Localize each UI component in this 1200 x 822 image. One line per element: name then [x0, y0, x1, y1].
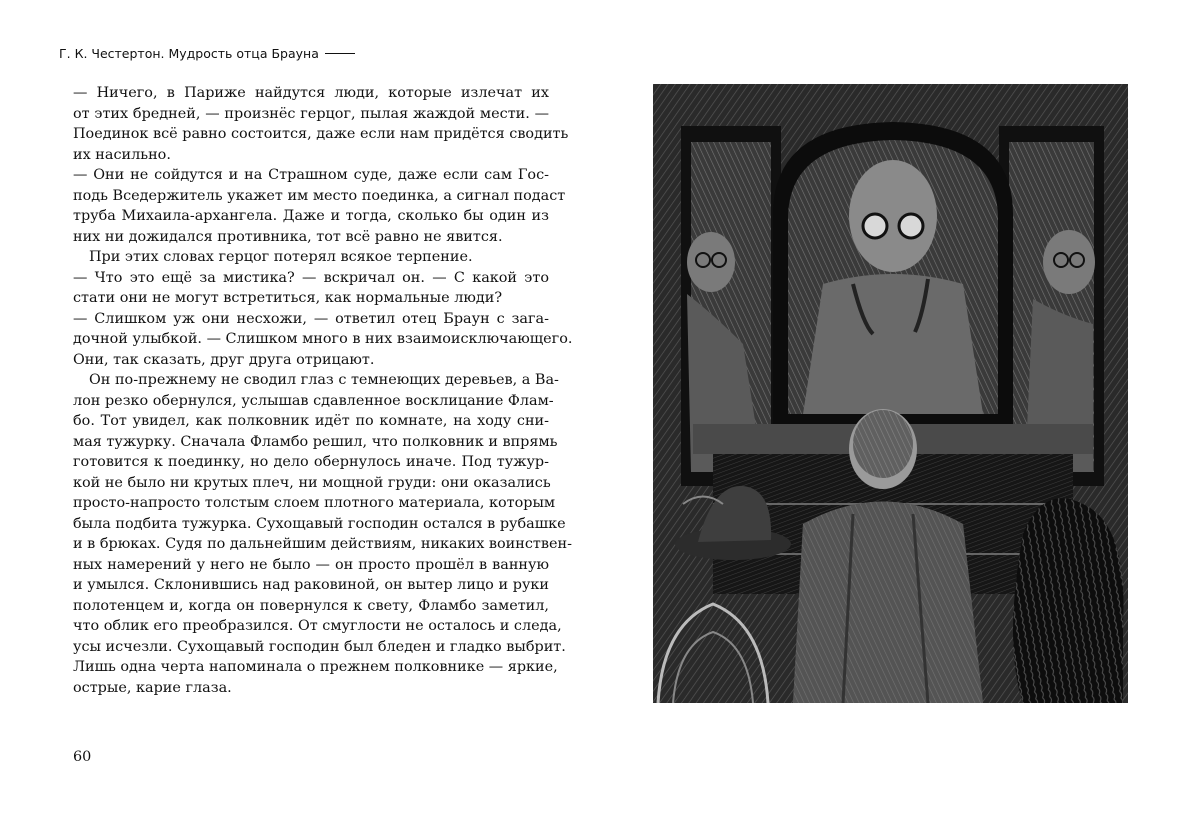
curly-haired-figure: [1013, 498, 1124, 703]
body-text: [73, 83, 573, 698]
pencil-illustration: [653, 84, 1128, 703]
text-line: При этих словах герцог потерял всякое терпение.: [89, 249, 473, 265]
page-number: 60: [73, 749, 92, 765]
text-line: подь Вседержитель укажет им место поединка, а сигнал подаст: [73, 187, 566, 204]
text-line: их насильно.: [73, 146, 171, 163]
text-line: Он по-прежнему не сводил глаз с темнеющих деревьев, а Ва-: [89, 372, 559, 388]
running-title: Г. К. Честертон. Мудрость отца Брауна: [59, 46, 319, 61]
text-line: труба Михаила-архангела. Даже и тогда, сколько бы один из: [73, 208, 549, 224]
text-line: — Ничего, в Париже найдутся люди, которые излечат их: [73, 85, 549, 101]
text-line: кой не было ни крутых плеч, ни мощной груди: они оказались: [73, 474, 551, 491]
text-line: Они, так сказать, друг друга отрицают.: [73, 351, 375, 368]
text-line: просто-напросто толстым слоем плотного материала, которым: [73, 495, 556, 511]
header-rule: [325, 53, 355, 54]
running-header: [59, 46, 355, 61]
text-line: Поединок всё равно состоится, даже если нам придётся сводить: [73, 126, 569, 142]
text-line: — Они не сойдутся и на Страшном суде, даже если сам Гос-: [73, 167, 549, 183]
text-line: острые, карие глаза.: [73, 679, 232, 696]
text-line: них ни дожидался противника, тот всё равно не явится.: [73, 228, 503, 245]
text-line: готовится к поединку, но дело обернулось иначе. Под тужур-: [73, 454, 549, 470]
text-line: ных намерений у него не было — он просто прошёл в ванную: [73, 556, 549, 573]
text-line: мая тужурку. Сначала Фламбо решил, что полковник и впрямь: [73, 433, 558, 450]
text-line: и умылся. Склонившись над раковиной, он вытер лицо и руки: [73, 577, 549, 593]
text-line: стати они не могут встретиться, как нормальные люди?: [73, 290, 503, 306]
text-line: от этих бредней, — произнёс герцог, пылая жаждой мести. —: [73, 105, 549, 122]
central-mirror: [773, 122, 1013, 424]
text-line: усы исчезли. Сухощавый господин был бледен и гладко выбрит.: [73, 638, 566, 655]
text-line: бо. Тот увидел, как полковник идёт по комнате, на ходу сни-: [73, 413, 549, 429]
text-line: дочной улыбкой. — Слишком много в них взаимоисключающего.: [73, 331, 573, 347]
text-line: и в брюках. Судя по дальнейшим действиям, никаких воинствен-: [73, 536, 572, 552]
text-line: Лишь одна черта напоминала о прежнем полковнике — яркие,: [73, 659, 558, 675]
text-line: лон резко обернулся, услышав сдавленное восклицание Флам-: [73, 392, 554, 409]
text-line: — Слишком уж они несхожи, — ответил отец Браун с зага-: [73, 310, 549, 327]
text-line: — Что это ещё за мистика? — вскричал он. — С какой это: [73, 269, 549, 286]
text-line: полотенцем и, когда он повернулся к свету, Фламбо заметил,: [73, 597, 549, 614]
text-line: была подбита тужурка. Сухощавый господин остался в рубашке: [73, 515, 566, 532]
text-line: что облик его преобразился. От смуглости не осталось и следа,: [73, 618, 562, 634]
